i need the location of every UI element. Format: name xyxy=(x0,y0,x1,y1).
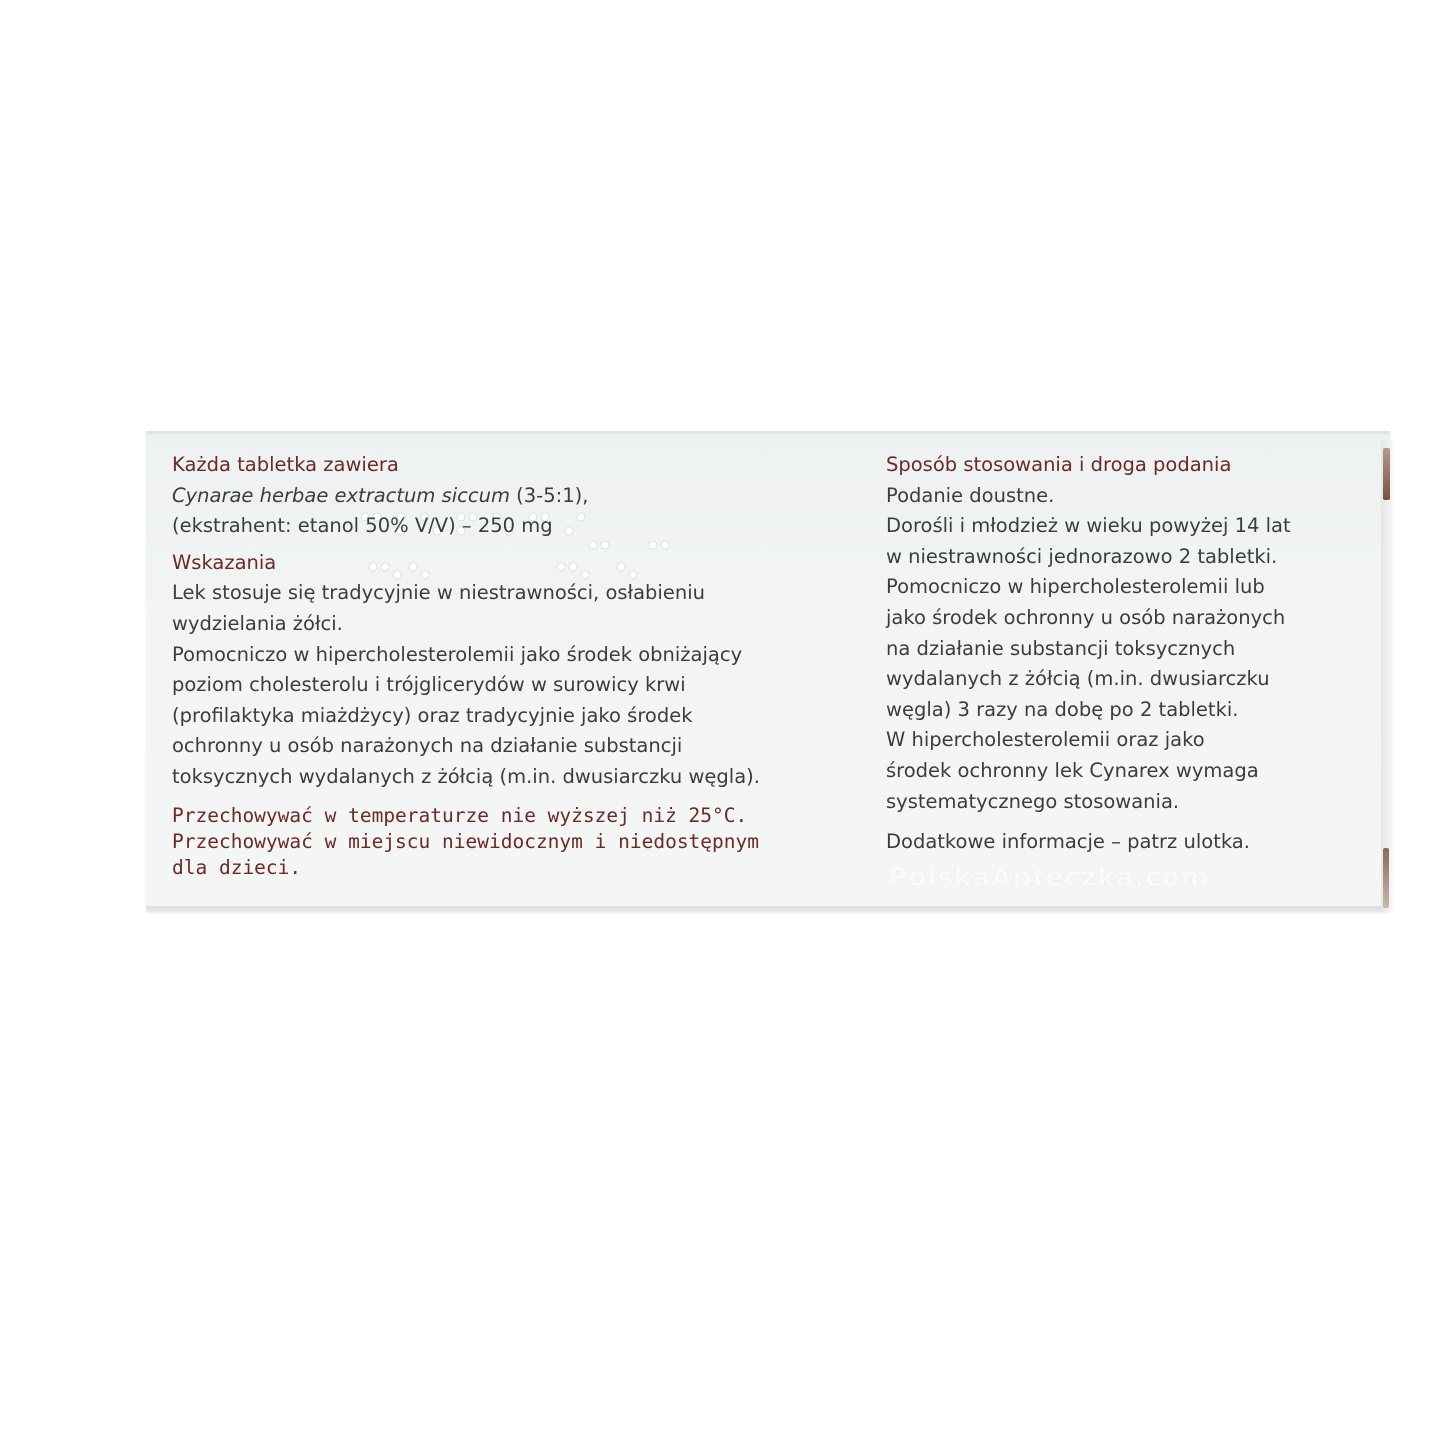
indications-line: Lek stosuje się tradycyjnie w niestrawności, osłabieniu xyxy=(172,581,705,605)
dosage-line: w niestrawności jednorazowo 2 tabletki. xyxy=(886,544,1278,568)
watermark: PolskaApteczka.com xyxy=(888,862,1210,893)
substance-ratio: (3-5:1), xyxy=(509,483,589,507)
indications-line: (profilaktyka miażdżycy) oraz tradycyjnie jako środek xyxy=(172,703,693,727)
dosage-line: Podanie doustne. xyxy=(886,483,1055,507)
dosage-line: jako środek ochronny u osób narażonych xyxy=(886,605,1286,629)
indications-line: Pomocniczo w hipercholesterolemii jako środek obniżający xyxy=(172,642,743,666)
dosage-line: na działanie substancji toksycznych xyxy=(886,636,1236,660)
indications-heading: Wskazania xyxy=(172,550,277,574)
substance-latin-name: Cynarae herbae extractum siccum xyxy=(172,483,510,507)
right-text-column xyxy=(886,450,1366,858)
dosage-line: Dorośli i młodzież w wieku powyżej 14 lat xyxy=(886,514,1291,538)
indications-line: toksycznych wydalanych z żółcią (m.in. dwusiarczku węgla). xyxy=(172,764,760,788)
dosage-line: węgla) 3 razy na dobę po 2 tabletki. xyxy=(886,697,1239,721)
box-top-edge xyxy=(146,431,1390,434)
flap-print-mark-bottom xyxy=(1383,848,1389,908)
contents-heading: Każda tabletka zawiera xyxy=(172,453,399,476)
extractant-line: (ekstrahent: etanol 50% V/V) – 250 mg xyxy=(172,514,553,538)
dosage-line: wydalanych z żółcią (m.in. dwusiarczku xyxy=(886,667,1270,691)
active-substance xyxy=(172,481,872,512)
flap-print-mark-top xyxy=(1383,448,1390,500)
indications-line: wydzielania żółci. xyxy=(172,611,343,635)
indications-line: ochronny u osób narażonych na działanie substancji xyxy=(172,734,683,758)
dosage-line: Pomocniczo w hipercholesterolemii lub xyxy=(886,575,1265,599)
dosage-heading: Sposób stosowania i droga podania xyxy=(886,453,1232,476)
additional-info: Dodatkowe informacje – patrz ulotka. xyxy=(886,830,1250,854)
left-text-column xyxy=(172,450,872,881)
box-end-flap xyxy=(1381,440,1393,912)
box-bottom-edge xyxy=(146,906,1390,912)
storage-line: dla dzieci. xyxy=(172,855,302,879)
dosage-line: W hipercholesterolemii oraz jako xyxy=(886,728,1205,752)
storage-line: Przechowywać w miejscu niewidocznym i niedostępnym xyxy=(172,829,759,853)
storage-line: Przechowywać w temperaturze nie wyższej niż 25°C. xyxy=(172,803,748,827)
dosage-line: środek ochronny lek Cynarex wymaga xyxy=(886,758,1259,782)
dosage-line: systematycznego stosowania. xyxy=(886,789,1180,813)
indications-line: poziom cholesterolu i trójglicerydów w surowicy krwi xyxy=(172,673,686,697)
